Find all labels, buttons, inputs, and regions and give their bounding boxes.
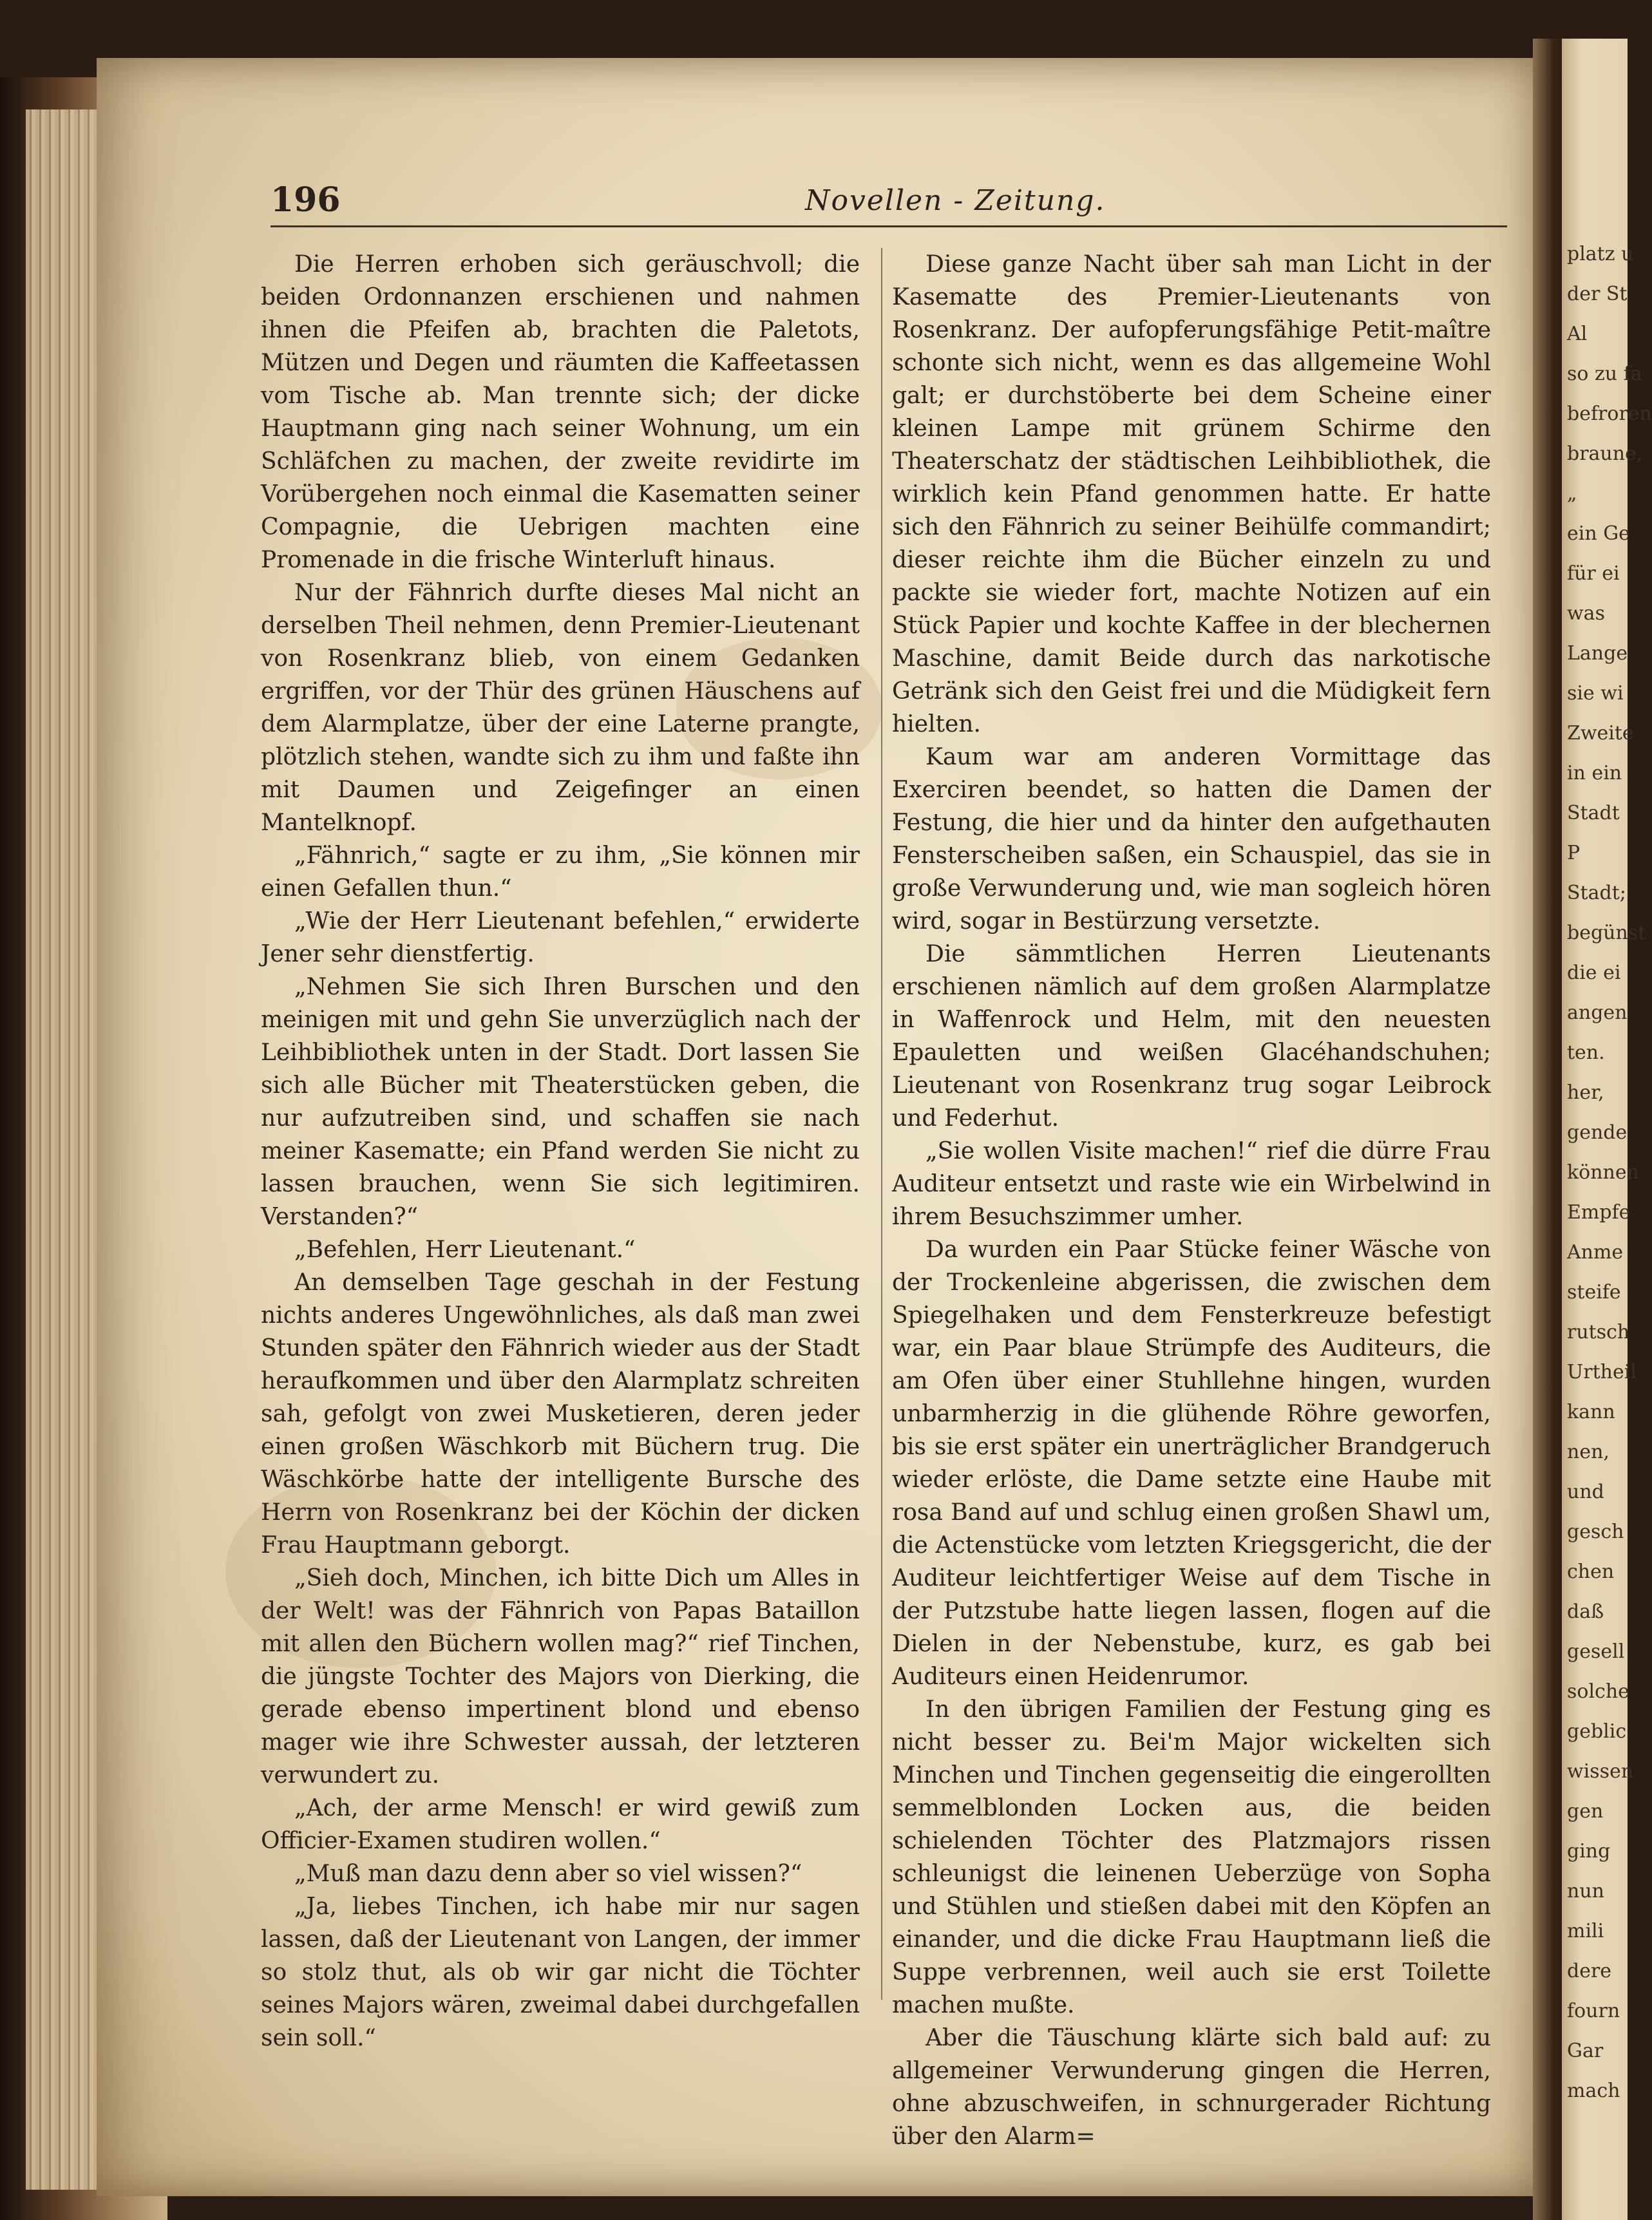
paragraph: In den übrigen Familien der Festung ging es nicht besser zu. Bei'm Major wickelten sich Minchen und Tinchen gegenseitig die eingerollten semmelblonden Locken aus, die beiden schielenden Töchter des Platzmajors rissen schleunigst die leinenen Ueberzüge von Sopha und Stühlen und stießen dabei mit den Köpfen an einander, und die dicke Frau Hauptmann ließ die Suppe verbrennen, weil auch sie erst Toilette machen mußte. [892,1696,1491,2018]
left-column [261,248,860,2051]
facing-page-fragment: Urtheil [1567,1361,1637,1383]
facing-page-fragment: der St [1567,283,1628,305]
facing-page-fragment: gen [1567,1800,1604,1823]
facing-page-fragment: Anme [1567,1241,1624,1264]
facing-page-fragment: gesch [1567,1521,1624,1543]
facing-page-fragment: können [1567,1161,1639,1184]
facing-page-fragment: geblic [1567,1720,1627,1743]
facing-page-fragment: gesell [1567,1640,1625,1663]
facing-page-fragment: steife [1567,1281,1621,1304]
paragraph: „Sieh doch, Minchen, ich bitte Dich um Alles in der Welt! was der Fähnrich von Papas Bataillon mit allen den Büchern wollen mag?“ rief Tinchen, die jüngste Tochter des Majors von Dierking, die gerade ebenso impertinent blond und ebenso mager wie ihre Schwester aussah, der letzteren verwundert zu. [261,1565,860,1788]
paragraph: An demselben Tage geschah in der Festung nichts anderes Ungewöhnliches, als daß man zwei Stunden später den Fähnrich wieder aus der Stadt heraufkommen und über den Alarmplatz schreiten sah, gefolgt von zwei Musketieren, deren jeder einen großen Wäschkorb mit Büchern trug. Die Wäschkörbe hatte der intelligente Bursche des Herrn von Rosenkranz bei der Köchin der dicken Frau Hauptmann geborgt. [261,1269,860,1559]
column-divider [881,248,882,2000]
facing-page-fragment: Stadt [1567,802,1620,824]
facing-page-fragment: chen [1567,1561,1615,1583]
page-header [271,180,1507,225]
facing-page-fragment: ging [1567,1840,1611,1863]
facing-page-fragment: braune, [1567,442,1643,465]
facing-page-edge [1562,39,1652,2220]
facing-page-fragment: Gar [1567,2040,1604,2062]
paragraph: „Fähnrich,“ sagte er zu ihm, „Sie können mir einen Gefallen thun.“ [261,842,860,902]
paragraph: „Muß man dazu denn aber so viel wissen?“ [294,1861,802,1887]
facing-page-fragment: her, [1567,1081,1604,1104]
page-number: 196 [271,180,341,220]
facing-page-fragment: gende [1567,1121,1628,1144]
facing-page-fragment: angen [1567,1001,1628,1024]
facing-page-fragment: fourn [1567,2000,1620,2022]
paragraph: Nur der Fähnrich durfte dieses Mal nicht an derselben Theil nehmen, denn Premier-Lieutenant von Rosenkranz blieb, von einem Gedanken ergriffen, vor der Thür des grünen Häuschens auf dem Alarmplatze, über der eine Laterne prangte, plötzlich stehen, wandte sich zu ihm und faßte ihn mit Daumen und Zeigefinger an einen Mantelknopf. [261,580,860,836]
paragraph: „Wie der Herr Lieutenant befehlen,“ erwiderte Jener sehr dienstfertig. [261,908,860,967]
facing-page-fragment: begünst [1567,922,1646,944]
facing-page-fragment: mach [1567,2080,1620,2102]
facing-page-fragment: Lange [1567,642,1628,665]
facing-page-fragment: mili [1567,1920,1604,1942]
facing-page-fragment: befroren [1567,403,1652,425]
facing-page-fragment: platz u [1567,243,1634,265]
paragraph: „Befehlen, Herr Lieutenant.“ [294,1237,636,1263]
facing-page-fragment: sie wi [1567,682,1624,705]
facing-page-fragment: P [1567,842,1581,864]
facing-page-fragment: die ei [1567,962,1621,984]
running-title: Novellen - Zeitung. [805,184,1106,217]
paragraph: Da wurden ein Paar Stücke feiner Wäsche von der Trockenleine abgerissen, die zwischen dem Spiegelhaken und dem Fensterkreuze befestigt war, ein Paar blaue Strümpfe des Auditeurs, die am Ofen über einer Stuhllehne hingen, wurden unbarmherzig in die glühende Röhre geworfen, bis sie erst später ein unerträglicher Brandgeruch wieder erlöste, die Dame setzte eine Haube mit rosa Band auf und schlug einen großen Shawl um, die Actenstücke vom letzten Kriegsgericht, die der Auditeur leichtfertiger Weise auf dem Tische in der Putzstube hatte liegen lassen, flogen auf die Dielen in der Nebenstube, kurz, es gab bei Auditeurs einen Heidenrumor. [892,1237,1491,1690]
facing-page-fragment: wissen [1567,1760,1634,1783]
facing-page-fragment: so zu fa [1567,363,1642,385]
header-rule [271,225,1507,227]
paragraph: „Ach, der arme Mensch! er wird gewiß zum Officier-Examen studiren wollen.“ [261,1795,860,1854]
facing-page-fragment: kann [1567,1401,1615,1423]
facing-page-fragment: in ein [1567,762,1622,784]
paragraph: Aber die Täuschung klärte sich bald auf: zu allgemeiner Verwunderung gingen die Herren, ohne abzuschweifen, in schnurgerader Richtung über den Alarm= [892,2025,1491,2150]
facing-page-fragment: Al [1567,323,1588,345]
facing-page-fragment: Zweite [1567,722,1634,745]
paragraph: Die Herren erhoben sich geräuschvoll; die beiden Ordonnanzen erschienen und nahmen ihnen die Pfeifen ab, brachten die Paletots, Mützen und Degen und räumten die Kaffeetassen vom Tische ab. Man trennte sich; der dicke Hauptmann ging nach seiner Wohnung, um ein Schläfchen zu machen, der zweite revidirte im Vorübergehen noch einmal die Kasematten seiner Compagnie, die Uebrigen machten eine Promenade in die frische Winterluft hinaus. [261,251,860,573]
facing-page-fragment: solche [1567,1680,1629,1703]
facing-page-fragment: ten. [1567,1041,1605,1064]
paragraph: Kaum war am anderen Vormittage das Exerciren beendet, so hatten die Damen der Festung, die hier und da hinter den aufgethauten Fensterscheiben saßen, ein Schauspiel, das sie in große Verwunderung und, wie man sogleich hören wird, sogar in Bestürzung versetzte. [892,744,1491,934]
facing-page-fragment: für ei [1567,562,1620,585]
facing-page-fragment: ein Ge [1567,522,1630,545]
paragraph: Die sämmtlichen Herren Lieutenants erschienen nämlich auf dem großen Alarmplatze in Waffenrock und Helm, mit den neuesten Epauletten und weißen Glacéhandschuhen; Lieutenant von Rosenkranz trug sogar Leibrock und Federhut. [892,941,1491,1132]
facing-page-fragment: und [1567,1481,1604,1503]
paragraph: „Nehmen Sie sich Ihren Burschen und den meinigen mit und gehn Sie unverzüglich nach der Leihbibliothek unten in der Stadt. Dort lassen Sie sich alle Bücher mit Theaterstücken geben, die nur aufzutreiben sind, und schaffen sie nach meiner Kasematte; ein Pfand werden Sie nicht zu lassen brauchen, wenn Sie sich legitimiren. Verstanden?“ [261,974,860,1230]
facing-page-fragment: rutsch [1567,1321,1630,1343]
facing-page-fragment: Stadt; [1567,882,1626,904]
paragraph: „Sie wollen Visite machen!“ rief die dürre Frau Auditeur entsetzt und raste wie ein Wirbelwind in ihrem Besuchszimmer umher. [892,1138,1491,1230]
facing-page-fragment: „ [1567,482,1577,505]
paragraph: „Ja, liebes Tinchen, ich habe mir nur sagen lassen, daß der Lieutenant von Langen, der immer so stolz thut, als ob wir gar nicht die Töchter seines Majors wären, zweimal dabei durchgefallen sein soll.“ [261,1893,860,2051]
facing-page-fragment: nen, [1567,1441,1609,1463]
facing-page-fragment: Empfe [1567,1201,1631,1224]
paragraph: Diese ganze Nacht über sah man Licht in der Kasematte des Premier-Lieutenants von Rosenkranz. Der aufopferungsfähige Petit-maître schonte sich nicht, wenn es das allgemeine Wohl galt; er durchstöberte bei dem Scheine einer kleinen Lampe mit grünem Schirme den Theaterschatz der städtischen Leihbibliothek, die wirklich kein Pfand genommen hatte. Er hatte sich den Fähnrich zu seiner Beihülfe commandirt; dieser reichte ihm die Bücher einzeln zu und packte sie wieder fort, machte Notizen auf ein Stück Papier und kochte Kaffee in der blechernen Maschine, damit Beide durch das narkotische Getränk sich den Geist frei und die Müdigkeit fern hielten. [892,251,1491,737]
facing-page-fragment: was [1567,602,1605,625]
facing-page-fragment: dere [1567,1960,1612,1982]
facing-page-fragment: nun [1567,1880,1604,1902]
right-column [892,248,1491,2150]
facing-page-fragment: daß [1567,1600,1604,1623]
